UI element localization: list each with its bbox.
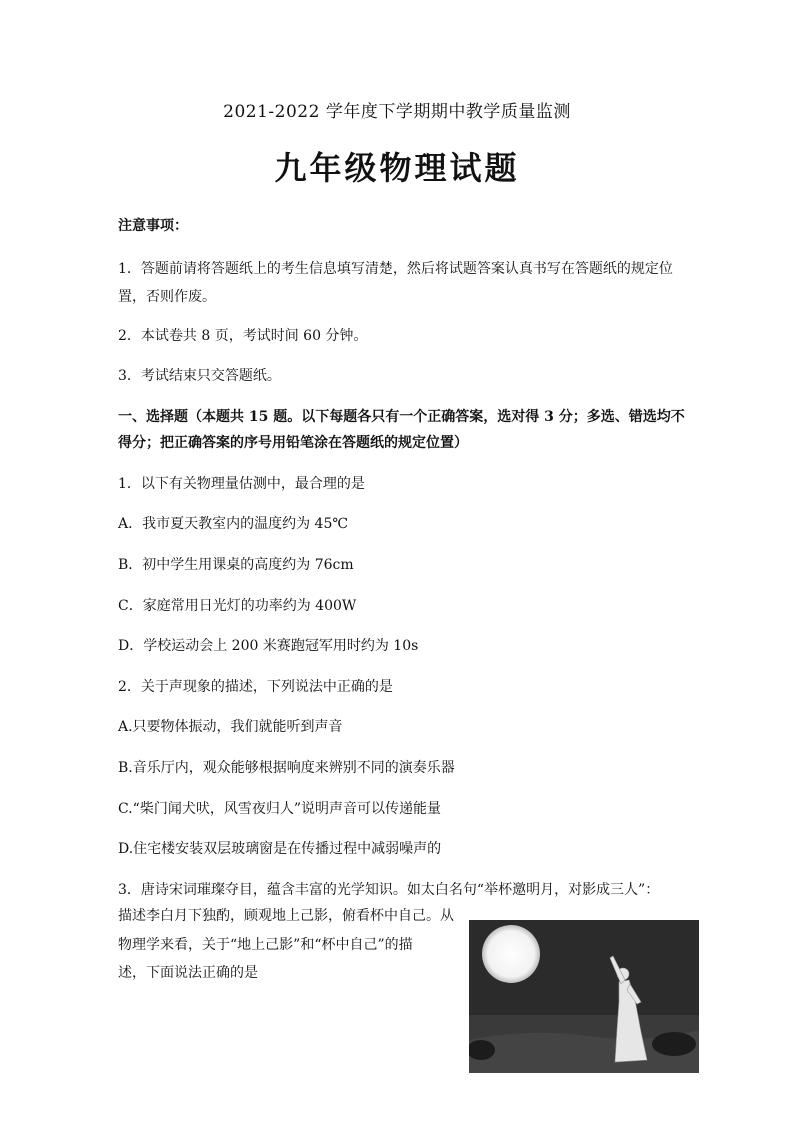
notice-item: 3．考试结束只交答题纸。 [118,368,281,384]
moon-poet-illustration [469,920,699,1073]
answer-option: A．我市夏天教室内的温度约为 45℃ [118,516,349,532]
question-stem: 物理学来看，关于“地上己影”和“杯中自己”的描 [118,937,413,953]
notice-item: 1．答题前请将答题纸上的考生信息填写清楚，然后将试题答案认真书写在答题纸的规定位 [118,261,673,277]
notice-heading: 注意事项： [118,218,188,234]
section-heading: 得分；把正确答案的序号用铅笔涂在答题纸的规定位置） [118,435,468,451]
page-title: 九年级物理试题 [274,149,520,187]
answer-option: D.住宅楼安装双层玻璃窗是在传播过程中减弱噪声的 [118,841,442,857]
exam-subtitle: 2021-2022 学年度下学期期中教学质量监测 [223,102,571,122]
answer-option: B.音乐厅内，观众能够根据响度来辨别不同的演奏乐器 [118,760,455,776]
answer-option: D．学校运动会上 200 米赛跑冠军用时约为 10s [118,638,419,654]
question-stem: 1．以下有关物理量估测中，最合理的是 [118,476,365,492]
question-stem: 2．关于声现象的描述，下列说法中正确的是 [118,679,393,695]
question-stem: 述，下面说法正确的是 [118,965,258,981]
section-heading: 一、选择题（本题共 15 题。以下每题各只有一个正确答案，选对得 3 分；多选、错选均不 [118,409,685,425]
question-stem: 3．唐诗宋词璀璨夺目，蕴含丰富的光学知识。如太白名句“举杯邀明月，对影成三人”： [118,882,660,898]
notice-item: 置，否则作废。 [118,289,216,305]
moon-icon [482,925,540,983]
answer-option: A.只要物体振动，我们就能听到声音 [118,719,343,735]
answer-option: C．家庭常用日光灯的功率约为 400W [118,598,357,614]
answer-option: C.“柴门闻犬吠，风雪夜归人”说明声音可以传递能量 [118,801,441,817]
notice-item: 2．本试卷共 8 页，考试时间 60 分钟。 [118,328,368,344]
question-stem: 描述李白月下独酌，顾观地上己影，俯看杯中自己。从 [118,908,454,924]
answer-option: B．初中学生用课桌的高度约为 76cm [118,557,354,573]
